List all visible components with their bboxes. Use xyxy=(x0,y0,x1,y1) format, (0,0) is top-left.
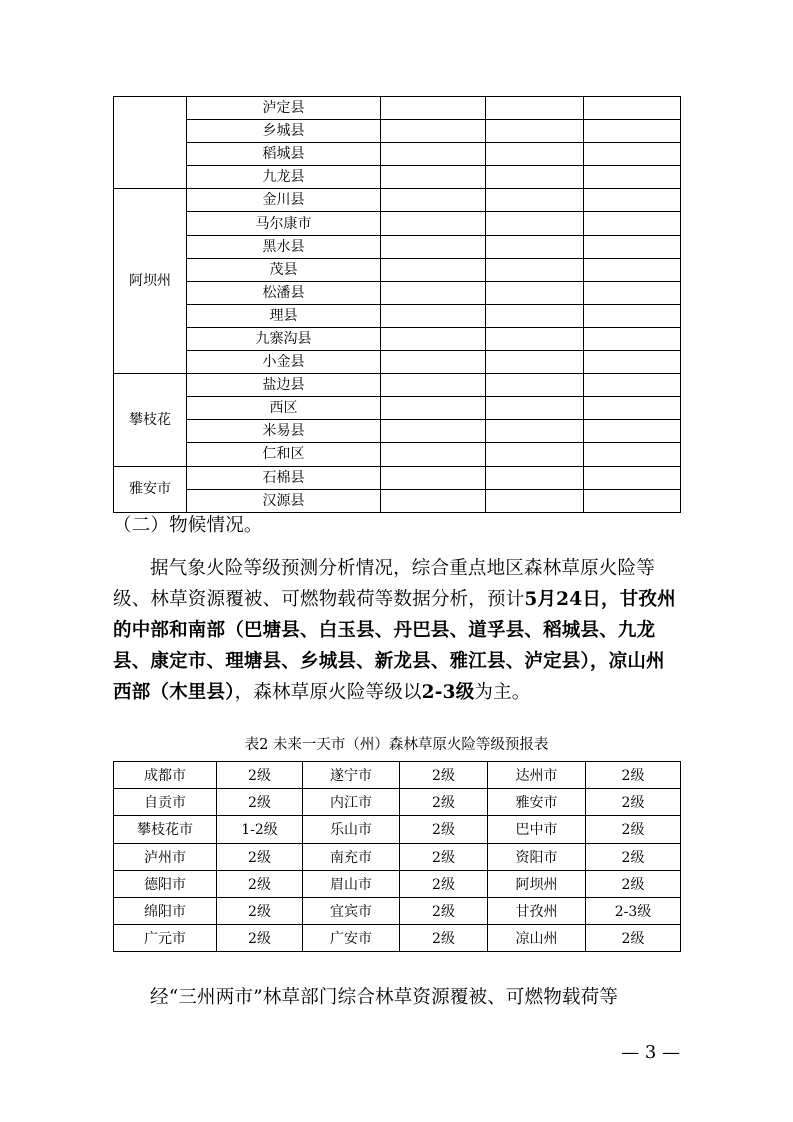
empty-cell xyxy=(486,489,584,512)
level-cell: 2级 xyxy=(400,897,488,924)
region-forecast-table xyxy=(113,761,681,952)
empty-cell xyxy=(584,327,681,350)
county-row xyxy=(114,351,681,374)
county-cell: 九龙县 xyxy=(187,166,381,189)
empty-cell xyxy=(584,374,681,397)
level-cell: 2级 xyxy=(586,843,681,870)
empty-cell xyxy=(486,466,584,489)
empty-cell xyxy=(486,374,584,397)
empty-cell xyxy=(486,189,584,212)
county-row xyxy=(114,327,681,350)
county-cell: 金川县 xyxy=(187,189,381,212)
forecast-row xyxy=(114,789,681,816)
section-heading: （二）物候情况。 xyxy=(113,515,263,536)
empty-cell xyxy=(381,189,486,212)
city-cell: 德阳市 xyxy=(114,870,217,897)
county-row xyxy=(114,166,681,189)
empty-cell xyxy=(486,304,584,327)
forecast-row xyxy=(114,870,681,897)
county-cell: 泸定县 xyxy=(187,97,381,120)
county-row xyxy=(114,235,681,258)
empty-cell xyxy=(381,397,486,420)
county-cell: 乡城县 xyxy=(187,120,381,143)
forecast-row xyxy=(114,816,681,843)
level-cell: 2级 xyxy=(400,843,488,870)
empty-cell xyxy=(381,489,486,512)
empty-cell xyxy=(486,120,584,143)
empty-cell xyxy=(381,443,486,466)
city-cell: 广元市 xyxy=(114,925,217,952)
level-cell: 2-3级 xyxy=(586,897,681,924)
empty-cell xyxy=(486,258,584,281)
county-cell: 稻城县 xyxy=(187,143,381,166)
city-cell: 甘孜州 xyxy=(488,897,586,924)
city-cell: 自贡市 xyxy=(114,789,217,816)
empty-cell xyxy=(584,212,681,235)
level-cell: 2级 xyxy=(400,870,488,897)
region-cell xyxy=(114,97,187,189)
empty-cell xyxy=(584,143,681,166)
empty-cell xyxy=(381,281,486,304)
empty-cell xyxy=(584,466,681,489)
city-cell: 阿坝州 xyxy=(488,870,586,897)
level-cell: 2级 xyxy=(586,789,681,816)
city-cell: 资阳市 xyxy=(488,843,586,870)
empty-cell xyxy=(381,258,486,281)
county-row xyxy=(114,212,681,235)
empty-cell xyxy=(486,397,584,420)
level-cell: 2级 xyxy=(217,925,303,952)
empty-cell xyxy=(381,235,486,258)
empty-cell xyxy=(381,327,486,350)
level-cell: 2级 xyxy=(400,816,488,843)
city-cell: 雅安市 xyxy=(488,789,586,816)
county-cell: 黑水县 xyxy=(187,235,381,258)
empty-cell xyxy=(381,143,486,166)
empty-cell xyxy=(486,235,584,258)
level-cell: 2级 xyxy=(400,762,488,789)
analysis-bold-1: 5月24日，甘孜州的中部和南部（巴塘县、白玉县、丹巴县、道孚县、稻城县、九龙县、康定市、理塘县、乡城县、新龙县、雅江县、泸定县），凉山州西部（木里县） xyxy=(113,589,676,703)
county-row xyxy=(114,397,681,420)
analysis-text-2: ，森林草原火险等级以 xyxy=(234,682,422,703)
analysis-bold-2: 2-3级 xyxy=(421,682,475,703)
city-cell: 内江市 xyxy=(303,789,400,816)
level-cell: 2级 xyxy=(217,762,303,789)
county-cell: 理县 xyxy=(187,304,381,327)
forecast-row xyxy=(114,762,681,789)
forecast-row xyxy=(114,897,681,924)
level-cell: 2级 xyxy=(586,925,681,952)
region-table-body xyxy=(114,762,681,952)
county-cell: 米易县 xyxy=(187,420,381,443)
county-row xyxy=(114,189,681,212)
county-row xyxy=(114,489,681,512)
empty-cell xyxy=(381,97,486,120)
empty-cell xyxy=(584,489,681,512)
county-row xyxy=(114,466,681,489)
empty-cell xyxy=(584,351,681,374)
region-cell: 雅安市 xyxy=(114,466,187,512)
region-cell: 阿坝州 xyxy=(114,189,187,374)
city-cell: 眉山市 xyxy=(303,870,400,897)
county-cell: 盐边县 xyxy=(187,374,381,397)
empty-cell xyxy=(584,443,681,466)
empty-cell xyxy=(486,327,584,350)
empty-cell xyxy=(486,420,584,443)
empty-cell xyxy=(381,420,486,443)
county-cell: 马尔康市 xyxy=(187,212,381,235)
city-cell: 绵阳市 xyxy=(114,897,217,924)
empty-cell xyxy=(584,166,681,189)
empty-cell xyxy=(584,258,681,281)
empty-cell xyxy=(381,351,486,374)
city-cell: 广安市 xyxy=(303,925,400,952)
city-cell: 宜宾市 xyxy=(303,897,400,924)
county-row xyxy=(114,443,681,466)
closing-text: 经“三州两市”林草部门综合林草资源覆被、可燃物载荷等 xyxy=(150,987,619,1008)
city-cell: 巴中市 xyxy=(488,816,586,843)
level-cell: 2级 xyxy=(217,897,303,924)
level-cell: 2级 xyxy=(586,762,681,789)
city-cell: 攀枝花市 xyxy=(114,816,217,843)
city-cell: 凉山州 xyxy=(488,925,586,952)
analysis-text-3: 为主。 xyxy=(474,682,531,703)
empty-cell xyxy=(486,97,584,120)
county-row xyxy=(114,120,681,143)
level-cell: 2级 xyxy=(217,870,303,897)
level-cell: 2级 xyxy=(217,843,303,870)
city-cell: 达州市 xyxy=(488,762,586,789)
county-row xyxy=(114,304,681,327)
closing-paragraph xyxy=(113,982,680,1013)
county-cell: 仁和区 xyxy=(187,443,381,466)
county-row xyxy=(114,97,681,120)
level-cell: 2级 xyxy=(400,789,488,816)
county-cell: 汉源县 xyxy=(187,489,381,512)
empty-cell xyxy=(486,166,584,189)
empty-cell xyxy=(584,189,681,212)
county-cell: 西区 xyxy=(187,397,381,420)
empty-cell xyxy=(584,420,681,443)
empty-cell xyxy=(486,281,584,304)
table2-caption: 表2 未来一天市（州）森林草原火险等级预报表 xyxy=(244,737,549,753)
level-cell: 2级 xyxy=(400,925,488,952)
county-table-body xyxy=(114,97,681,513)
empty-cell xyxy=(381,212,486,235)
analysis-text-1: 据气象火险等级预测分析情况，综合重点地区森林草原火险等级、林草资源覆被、可燃物载荷等数据分析，预计 xyxy=(113,558,655,610)
city-cell: 成都市 xyxy=(114,762,217,789)
level-cell: 1-2级 xyxy=(217,816,303,843)
level-cell: 2级 xyxy=(586,816,681,843)
empty-cell xyxy=(486,351,584,374)
county-cell: 松潘县 xyxy=(187,281,381,304)
county-row xyxy=(114,258,681,281)
empty-cell xyxy=(584,97,681,120)
empty-cell xyxy=(486,212,584,235)
forecast-row xyxy=(114,843,681,870)
county-cell: 九寨沟县 xyxy=(187,327,381,350)
city-cell: 遂宁市 xyxy=(303,762,400,789)
empty-cell xyxy=(381,466,486,489)
city-cell: 乐山市 xyxy=(303,816,400,843)
page-number: — 3 — xyxy=(621,1042,680,1063)
county-forecast-table xyxy=(113,96,681,513)
county-row xyxy=(114,374,681,397)
empty-cell xyxy=(584,397,681,420)
county-row xyxy=(114,143,681,166)
empty-cell xyxy=(584,304,681,327)
county-row xyxy=(114,281,681,304)
empty-cell xyxy=(584,120,681,143)
empty-cell xyxy=(381,166,486,189)
empty-cell xyxy=(486,143,584,166)
city-cell: 南充市 xyxy=(303,843,400,870)
county-cell: 石棉县 xyxy=(187,466,381,489)
empty-cell xyxy=(584,281,681,304)
analysis-paragraph xyxy=(113,553,680,708)
region-cell: 攀枝花 xyxy=(114,374,187,466)
empty-cell xyxy=(381,304,486,327)
empty-cell xyxy=(584,235,681,258)
county-cell: 茂县 xyxy=(187,258,381,281)
empty-cell xyxy=(486,443,584,466)
empty-cell xyxy=(381,120,486,143)
level-cell: 2级 xyxy=(217,789,303,816)
county-cell: 小金县 xyxy=(187,351,381,374)
forecast-row xyxy=(114,925,681,952)
empty-cell xyxy=(381,374,486,397)
county-row xyxy=(114,420,681,443)
city-cell: 泸州市 xyxy=(114,843,217,870)
level-cell: 2级 xyxy=(586,870,681,897)
